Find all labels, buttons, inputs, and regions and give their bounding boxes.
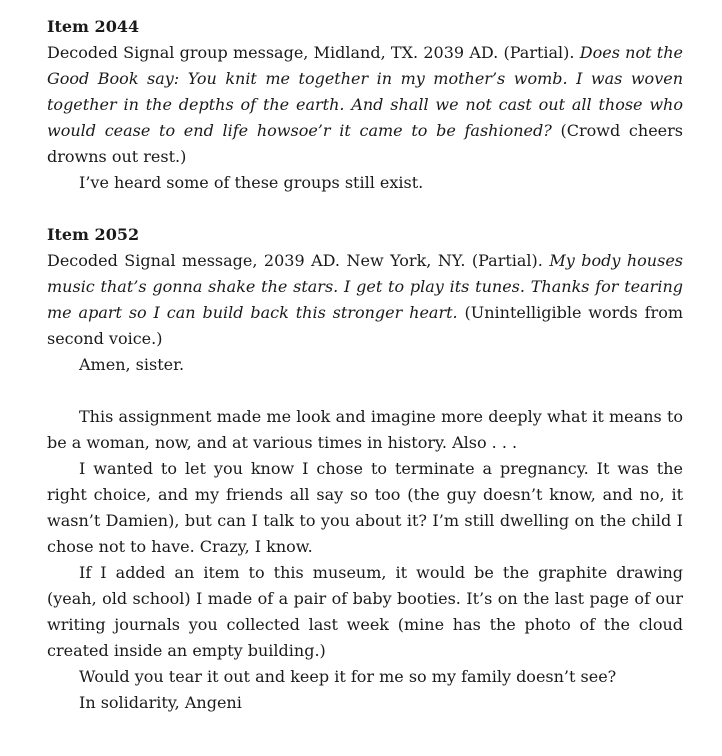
item-quote: Does not the Good Book say: You knit me together in my mother’s womb. I was woven together in the depths of the earth. And shall we not cast out all those who would cease to end life howsoe’r it came to be fashioned? bbox=[47, 43, 684, 140]
item-entry bbox=[47, 40, 683, 170]
item-intro: Decoded Signal group message, Midland, TX. 2039 AD. (Partial). bbox=[47, 43, 580, 62]
letter-paragraph: I wanted to let you know I chose to terminate a pregnancy. It was the right choice, and my friends all say so too (the guy doesn’t know, and no, it wasn’t Damien), but can I talk to you about it? I’m still dwelling on the child I chose not to have. Crazy, I know. bbox=[47, 459, 683, 556]
item-intro: Decoded Signal message, 2039 AD. New York, NY. (Partial). bbox=[47, 251, 550, 270]
item-heading: Item 2052 bbox=[47, 225, 140, 244]
document-page bbox=[47, 14, 683, 716]
section-gap bbox=[47, 378, 683, 404]
item-response: Amen, sister. bbox=[79, 355, 185, 374]
letter-paragraph: Would you tear it out and keep it for me so my family doesn’t see? bbox=[79, 667, 617, 686]
letter-paragraph: This assignment made me look and imagine more deeply what it means to be a woman, now, and at various times in history. Also . . . bbox=[47, 407, 683, 452]
item-note: (Crowd cheers drowns out rest.) bbox=[47, 121, 683, 166]
letter-signoff: In solidarity, Angeni bbox=[79, 693, 242, 712]
item-quote: My body houses music that’s gonna shake the stars. I get to play its tunes. Thanks for tearing me apart so I can build back this stronger heart. bbox=[47, 251, 684, 322]
item-entry bbox=[47, 248, 683, 352]
item-heading: Item 2044 bbox=[47, 17, 140, 36]
item-note: (Unintelligible words from second voice.) bbox=[47, 303, 683, 348]
letter-paragraph: If I added an item to this museum, it would be the graphite drawing (yeah, old school) I made of a pair of baby booties. It’s on the last page of our writing journals you collected last week (mine has the photo of the cloud created inside an empty building.) bbox=[47, 563, 683, 660]
item-response: I’ve heard some of these groups still exist. bbox=[79, 173, 424, 192]
section-gap bbox=[47, 196, 683, 222]
